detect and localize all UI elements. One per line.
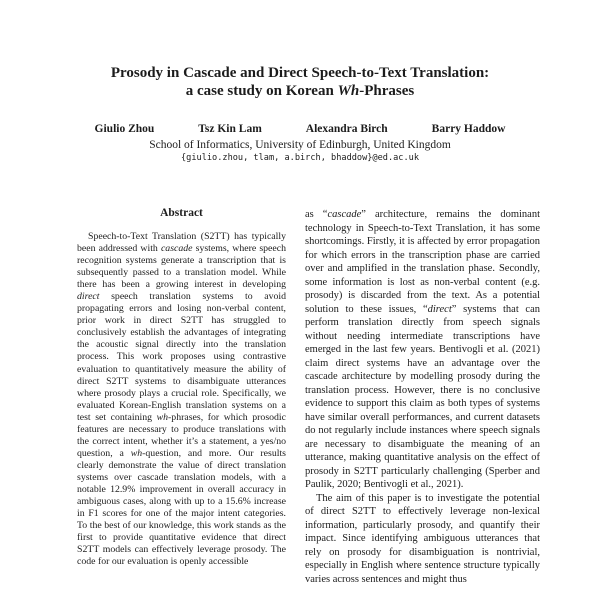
title-line-2: a case study on Korean Wh-Phrases: [185, 83, 415, 99]
affiliation: School of Informatics, University of Edinburgh, United Kingdom: [149, 139, 451, 151]
abstract-section: [77, 206, 286, 568]
intro-paragraph-aim: The aim of this paper is to investigate the potential of direct S2TT to effectively leverage non-lexical information, particularly prosody, and quantify their impact. Since identifying ambiguous utterances that rely on prosody for disambiguation is nontrivial, especially in English where sentence structure typically varies across sentences and might thus: [305, 492, 540, 585]
author-name: Giulio Zhou: [94, 123, 155, 135]
email-line: {giulio.zhou, tlam, a.birch, bhaddow}@ed.ac.uk: [181, 153, 419, 163]
author-list: [0, 122, 600, 136]
intro-paragraph-continuation: as “cascade” architecture, remains the dominant technology in Speech-to-Text Translation, it has some shortcomings. Firstly, it is affected by error propagation for which errors in the transcription phase are carried over and amplified in the translation phase. Secondly, some information is lost as non-verbal content (e.g. prosody) is discarded from the text. As a potential solution to these issues, “direct” systems that can perform translation directly from speech signals without needing intermediate transcriptions have emerged in the last few years. Bentivogli et al. (2021) claim direct systems have an advantage over the cascade architecture by modelling prosody during the translation process. However, there is no conclusive evidence to support this claim as both types of systems have similar overall performances, and current datasets do not regularly include instances where speech signals are necessary to disambiguate the meaning of an utterance, making quantitative analysis on the effect of prosody in S2TT particularly challenging (Sperber and Paulik, 2020; Bentivogli et al., 2021).: [305, 209, 540, 490]
introduction-column: [305, 208, 540, 586]
abstract-heading: Abstract: [160, 207, 203, 219]
author-name: Tsz Kin Lam: [198, 123, 262, 135]
abstract-body: Speech-to-Text Translation (S2TT) has typically been addressed with cascade systems, where speech recognition systems generate a transcription that is subsequently passed to a translation model. While there has been a growing interest in developing direct speech translation systems to avoid propagating errors and losing non-verbal content, prior work in direct S2TT has struggled to conclusively establish the advantages of integrating the acoustic signal directly into the translation process. This work proposes using contrastive evaluation to quantitatively measure the ability of direct S2TT systems to disambiguate utterances where prosody plays a crucial role. Specifically, we evaluated Korean-English translation systems on a test set containing wh-phrases, for which prosodic features are necessary to produce translations with the correct intent, whether it’s a statement, a yes/no question, a wh-question, and more. Our results clearly demonstrate the value of direct translation systems over cascade translation models, with a notable 12.9% improvement in overall accuracy in ambiguous cases, along with up to a 15.6% increase in F1 scores for one of the major intent categories. To the best of our knowledge, this work stands as the first to provide quantitative evidence that direct S2TT models can effectively leverage prosody. The code for our evaluation is openly accessible: [77, 231, 286, 568]
title-line-1: Prosody in Cascade and Direct Speech-to-Text Translation:: [110, 65, 490, 81]
paper-title: [0, 64, 600, 100]
author-name: Alexandra Birch: [305, 123, 388, 135]
author-name: Barry Haddow: [431, 123, 506, 135]
